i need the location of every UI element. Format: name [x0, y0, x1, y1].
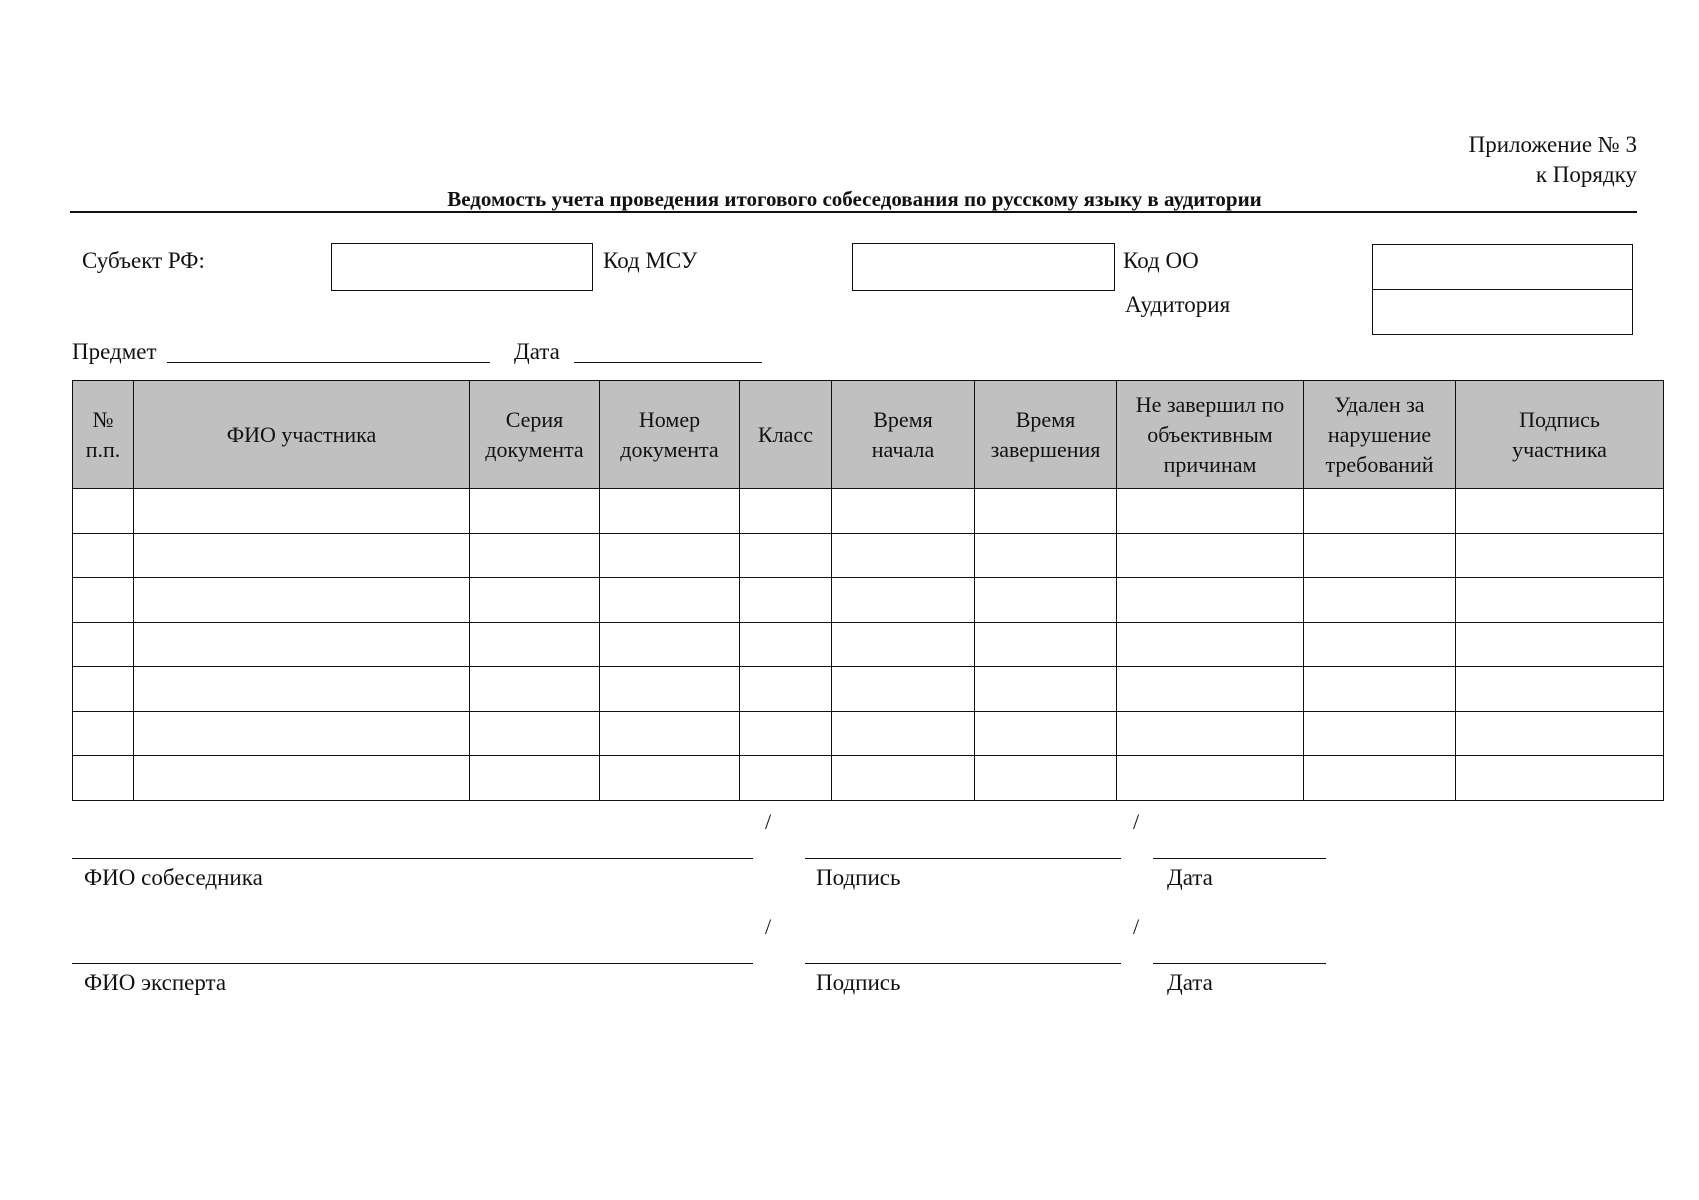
table-cell[interactable] [134, 578, 470, 623]
expert-name-label: ФИО эксперта [84, 970, 227, 995]
table-cell[interactable] [975, 622, 1117, 667]
table-cell[interactable] [1117, 622, 1304, 667]
msu-code-label: Код МСУ [603, 248, 698, 273]
table-body [73, 489, 1664, 801]
table-row [73, 667, 1664, 712]
table-cell[interactable] [470, 578, 600, 623]
table-cell[interactable] [832, 622, 975, 667]
table-cell[interactable] [1456, 667, 1664, 712]
table-cell[interactable] [470, 489, 600, 534]
table-header-row [73, 381, 1664, 489]
table-cell[interactable] [600, 711, 740, 756]
date-field[interactable] [574, 362, 762, 363]
separator-slash: / [1133, 914, 1140, 939]
table-cell[interactable] [740, 533, 832, 578]
table-row [73, 711, 1664, 756]
table-row [73, 756, 1664, 801]
subject-rf-label: Субъект РФ: [82, 248, 205, 273]
table-cell[interactable] [975, 667, 1117, 712]
table-cell[interactable] [740, 489, 832, 534]
table-cell[interactable] [740, 711, 832, 756]
table-cell[interactable] [73, 622, 134, 667]
col-header-not-finished: Не завершил по объективным причинам [1117, 381, 1304, 489]
oo-code-label: Код ОО [1123, 248, 1199, 273]
table-cell[interactable] [975, 533, 1117, 578]
interviewer-signature-label: Подпись [816, 865, 901, 890]
table-cell[interactable] [73, 667, 134, 712]
expert-name-line[interactable] [72, 963, 753, 964]
table-cell[interactable] [600, 489, 740, 534]
title-underline [70, 211, 1637, 213]
table-cell[interactable] [73, 756, 134, 801]
table-cell[interactable] [1117, 578, 1304, 623]
table-cell[interactable] [470, 622, 600, 667]
table-cell[interactable] [1456, 533, 1664, 578]
subject-rf-field[interactable] [331, 243, 593, 291]
table-cell[interactable] [740, 756, 832, 801]
table-row [73, 622, 1664, 667]
table-cell[interactable] [1117, 533, 1304, 578]
table-cell[interactable] [975, 578, 1117, 623]
table-row [73, 533, 1664, 578]
appendix-number: Приложение № 3 [1468, 132, 1637, 157]
table-cell[interactable] [470, 756, 600, 801]
table-row [73, 578, 1664, 623]
appendix-note [1469, 130, 1637, 190]
table-cell[interactable] [832, 578, 975, 623]
auditorium-field[interactable] [1373, 290, 1632, 335]
expert-signature-label: Подпись [816, 970, 901, 995]
interviewer-signature-line[interactable] [805, 858, 1121, 859]
col-header-number: № п.п. [73, 381, 134, 489]
col-header-doc-number: Номер документа [600, 381, 740, 489]
table-cell[interactable] [470, 711, 600, 756]
table-cell[interactable] [134, 711, 470, 756]
col-header-class: Класс [740, 381, 832, 489]
participants-table [72, 380, 1664, 801]
separator-slash: / [1133, 809, 1140, 834]
table-cell[interactable] [832, 711, 975, 756]
table-cell[interactable] [134, 533, 470, 578]
interviewer-name-line[interactable] [72, 858, 753, 859]
table-cell[interactable] [600, 756, 740, 801]
table-cell[interactable] [975, 489, 1117, 534]
oo-code-field[interactable] [1373, 245, 1632, 290]
col-header-doc-series: Серия документа [470, 381, 600, 489]
table-cell[interactable] [1304, 711, 1456, 756]
table-cell[interactable] [73, 533, 134, 578]
table-cell[interactable] [73, 578, 134, 623]
table-cell[interactable] [1304, 756, 1456, 801]
date-label: Дата [514, 339, 560, 364]
table-cell[interactable] [1456, 489, 1664, 534]
table-cell[interactable] [1304, 489, 1456, 534]
table-cell[interactable] [470, 533, 600, 578]
table-cell[interactable] [470, 667, 600, 712]
table-cell[interactable] [1117, 667, 1304, 712]
table-cell[interactable] [73, 489, 134, 534]
predmet-field[interactable] [167, 362, 490, 363]
table-cell[interactable] [1456, 578, 1664, 623]
table-cell[interactable] [832, 533, 975, 578]
table-cell[interactable] [1456, 756, 1664, 801]
table-cell[interactable] [1456, 711, 1664, 756]
separator-slash: / [765, 809, 772, 834]
table-cell[interactable] [1304, 578, 1456, 623]
table-cell[interactable] [1117, 711, 1304, 756]
table-cell[interactable] [740, 667, 832, 712]
table-cell[interactable] [600, 622, 740, 667]
table-cell[interactable] [134, 622, 470, 667]
auditorium-label: Аудитория [1125, 292, 1231, 317]
table-cell[interactable] [134, 667, 470, 712]
table-cell[interactable] [1456, 622, 1664, 667]
expert-date-line[interactable] [1153, 963, 1326, 964]
appendix-reference: к Порядку [1535, 162, 1637, 187]
document-title: Ведомость учета проведения итогового собеседования по русскому языку в аудитории [447, 187, 1262, 211]
table-cell[interactable] [975, 711, 1117, 756]
col-header-participant-signature: Подпись участника [1456, 381, 1664, 489]
table-cell[interactable] [832, 667, 975, 712]
table-cell[interactable] [600, 667, 740, 712]
table-cell[interactable] [832, 756, 975, 801]
interviewer-date-line[interactable] [1153, 858, 1326, 859]
msu-code-field[interactable] [852, 243, 1115, 291]
table-cell[interactable] [975, 756, 1117, 801]
table-row [73, 489, 1664, 534]
table-cell[interactable] [600, 578, 740, 623]
table-cell[interactable] [1117, 489, 1304, 534]
interviewer-date-label: Дата [1167, 865, 1213, 890]
expert-date-label: Дата [1167, 970, 1213, 995]
table-cell[interactable] [600, 533, 740, 578]
table-cell[interactable] [1117, 756, 1304, 801]
col-header-removed: Удален за нарушение требований [1304, 381, 1456, 489]
col-header-participant-name: ФИО участника [134, 381, 470, 489]
col-header-end-time: Время завершения [975, 381, 1117, 489]
table-cell[interactable] [1304, 533, 1456, 578]
predmet-label: Предмет [72, 339, 157, 364]
interviewer-name-label: ФИО собеседника [84, 865, 263, 890]
oo-auditorium-fields [1372, 244, 1633, 335]
table-cell[interactable] [134, 489, 470, 534]
table-cell[interactable] [832, 489, 975, 534]
table-cell[interactable] [740, 622, 832, 667]
table-cell[interactable] [1304, 622, 1456, 667]
table-cell[interactable] [1304, 667, 1456, 712]
separator-slash: / [765, 914, 772, 939]
table-cell[interactable] [73, 711, 134, 756]
expert-signature-line[interactable] [805, 963, 1121, 964]
table-cell[interactable] [740, 578, 832, 623]
table-cell[interactable] [134, 756, 470, 801]
col-header-start-time: Время начала [832, 381, 975, 489]
